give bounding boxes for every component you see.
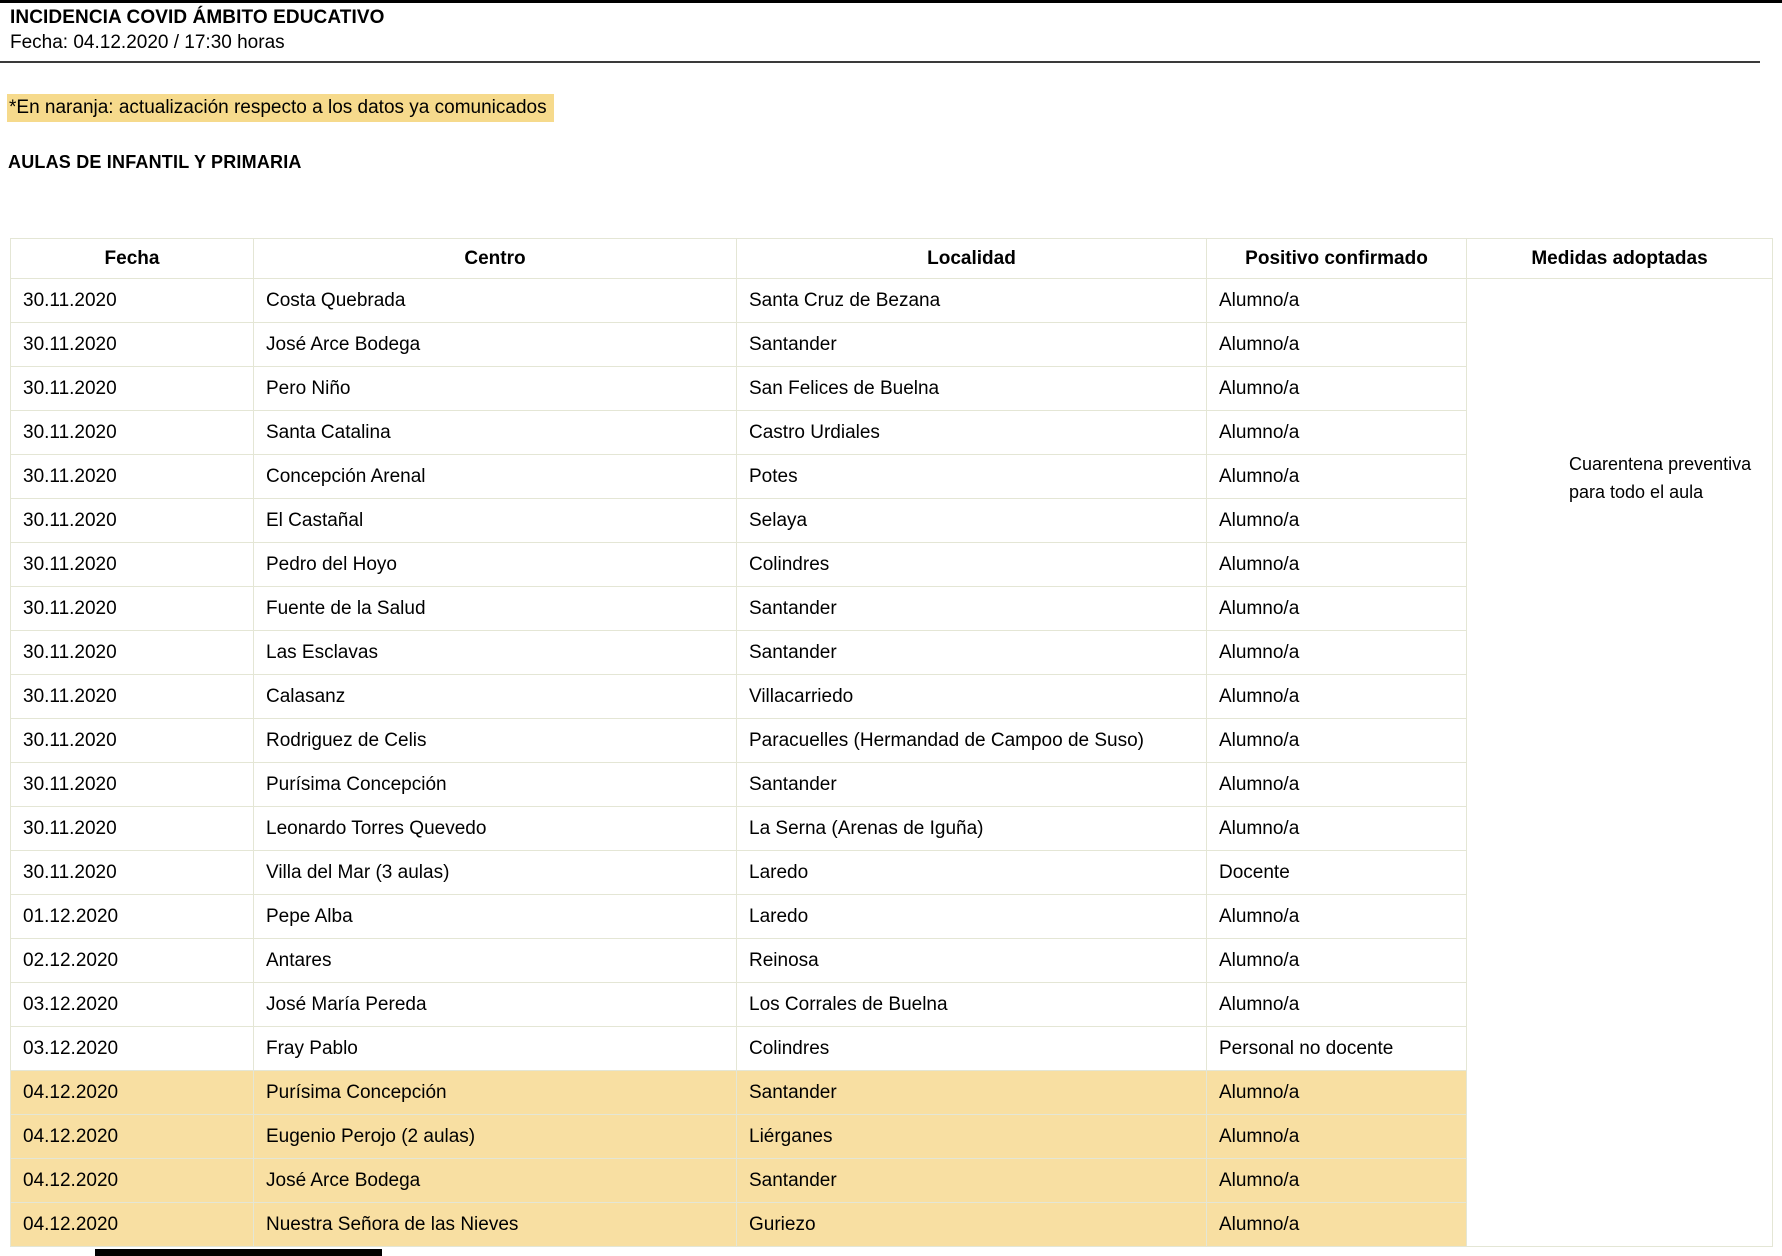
cell-fecha: 30.11.2020 xyxy=(11,807,254,851)
cell-centro: José María Pereda xyxy=(254,983,737,1027)
cell-fecha: 02.12.2020 xyxy=(11,939,254,983)
column-header-centro: Centro xyxy=(254,239,737,279)
table-body xyxy=(11,279,1773,1247)
cell-centro: Purísima Concepción xyxy=(254,763,737,807)
cell-positivo: Alumno/a xyxy=(1207,279,1467,323)
cell-localidad: Santander xyxy=(737,631,1207,675)
header-divider xyxy=(0,61,1760,63)
cell-positivo: Personal no docente xyxy=(1207,1027,1467,1071)
cell-localidad: Villacarriedo xyxy=(737,675,1207,719)
medidas-text: Cuarentena preventiva para todo el aula xyxy=(1569,454,1752,502)
cell-positivo: Alumno/a xyxy=(1207,983,1467,1027)
cell-localidad: Santander xyxy=(737,323,1207,367)
cell-fecha: 30.11.2020 xyxy=(11,279,254,323)
column-header-medidas: Medidas adoptadas xyxy=(1467,239,1773,279)
cell-localidad: Potes xyxy=(737,455,1207,499)
cell-localidad: Selaya xyxy=(737,499,1207,543)
cell-positivo: Alumno/a xyxy=(1207,455,1467,499)
cell-localidad: Colindres xyxy=(737,543,1207,587)
cell-positivo: Alumno/a xyxy=(1207,895,1467,939)
cell-fecha: 30.11.2020 xyxy=(11,763,254,807)
highlighted-note: *En naranja: actualización respecto a los datos ya comunicados xyxy=(7,94,554,122)
cell-fecha: 30.11.2020 xyxy=(11,675,254,719)
cell-positivo: Alumno/a xyxy=(1207,323,1467,367)
cell-centro: Leonardo Torres Quevedo xyxy=(254,807,737,851)
cell-positivo: Alumno/a xyxy=(1207,1071,1467,1115)
cell-centro: Villa del Mar (3 aulas) xyxy=(254,851,737,895)
cell-fecha: 04.12.2020 xyxy=(11,1159,254,1203)
cell-positivo: Alumno/a xyxy=(1207,675,1467,719)
cell-positivo: Alumno/a xyxy=(1207,499,1467,543)
column-header-localidad: Localidad xyxy=(737,239,1207,279)
cell-localidad: Santander xyxy=(737,1159,1207,1203)
incidence-table xyxy=(10,238,1773,1247)
page-title: INCIDENCIA COVID ÁMBITO EDUCATIVO xyxy=(10,7,385,28)
cell-localidad: Laredo xyxy=(737,851,1207,895)
cell-fecha: 01.12.2020 xyxy=(11,895,254,939)
cell-fecha: 30.11.2020 xyxy=(11,323,254,367)
cell-fecha: 03.12.2020 xyxy=(11,983,254,1027)
cell-localidad: Santa Cruz de Bezana xyxy=(737,279,1207,323)
cell-localidad: Laredo xyxy=(737,895,1207,939)
cell-fecha: 30.11.2020 xyxy=(11,719,254,763)
cell-positivo: Alumno/a xyxy=(1207,1203,1467,1247)
cell-centro: Santa Catalina xyxy=(254,411,737,455)
cell-fecha: 03.12.2020 xyxy=(11,1027,254,1071)
cell-centro: José Arce Bodega xyxy=(254,1159,737,1203)
cell-fecha: 30.11.2020 xyxy=(11,543,254,587)
cell-positivo: Alumno/a xyxy=(1207,719,1467,763)
cell-fecha: 04.12.2020 xyxy=(11,1071,254,1115)
cell-centro: Fuente de la Salud xyxy=(254,587,737,631)
cell-localidad: San Felices de Buelna xyxy=(737,367,1207,411)
cell-localidad: Castro Urdiales xyxy=(737,411,1207,455)
cell-localidad: Reinosa xyxy=(737,939,1207,983)
bottom-page-cutoff-bar xyxy=(95,1249,382,1256)
cell-localidad: Colindres xyxy=(737,1027,1207,1071)
cell-positivo: Alumno/a xyxy=(1207,939,1467,983)
table-header-row xyxy=(11,239,1773,279)
cell-localidad: Santander xyxy=(737,763,1207,807)
cell-centro: Calasanz xyxy=(254,675,737,719)
cell-localidad: La Serna (Arenas de Iguña) xyxy=(737,807,1207,851)
cell-fecha: 30.11.2020 xyxy=(11,499,254,543)
cell-localidad: Liérganes xyxy=(737,1115,1207,1159)
cell-fecha: 30.11.2020 xyxy=(11,411,254,455)
cell-fecha: 30.11.2020 xyxy=(11,851,254,895)
cell-fecha: 30.11.2020 xyxy=(11,455,254,499)
cell-centro: Purísima Concepción xyxy=(254,1071,737,1115)
cell-centro: Costa Quebrada xyxy=(254,279,737,323)
cell-centro: Pero Niño xyxy=(254,367,737,411)
cell-centro: El Castañal xyxy=(254,499,737,543)
cell-positivo: Alumno/a xyxy=(1207,367,1467,411)
cell-centro: José Arce Bodega xyxy=(254,323,737,367)
table-header xyxy=(11,239,1773,279)
cell-centro: Nuestra Señora de las Nieves xyxy=(254,1203,737,1247)
cell-fecha: 30.11.2020 xyxy=(11,631,254,675)
section-heading: AULAS DE INFANTIL Y PRIMARIA xyxy=(8,152,302,172)
cell-fecha: 04.12.2020 xyxy=(11,1203,254,1247)
cell-positivo: Alumno/a xyxy=(1207,543,1467,587)
page-top-border xyxy=(0,0,1782,3)
cell-centro: Rodriguez de Celis xyxy=(254,719,737,763)
cell-positivo: Alumno/a xyxy=(1207,587,1467,631)
cell-fecha: 30.11.2020 xyxy=(11,367,254,411)
table-row xyxy=(11,279,1773,323)
cell-centro: Las Esclavas xyxy=(254,631,737,675)
column-header-fecha: Fecha xyxy=(11,239,254,279)
cell-localidad: Guriezo xyxy=(737,1203,1207,1247)
cell-localidad: Los Corrales de Buelna xyxy=(737,983,1207,1027)
cell-positivo: Alumno/a xyxy=(1207,763,1467,807)
cell-fecha: 30.11.2020 xyxy=(11,587,254,631)
document-date: Fecha: 04.12.2020 / 17:30 horas xyxy=(10,32,285,53)
cell-localidad: Paracuelles (Hermandad de Campoo de Suso) xyxy=(737,719,1207,763)
cell-centro: Antares xyxy=(254,939,737,983)
cell-positivo: Alumno/a xyxy=(1207,807,1467,851)
cell-centro: Eugenio Perojo (2 aulas) xyxy=(254,1115,737,1159)
cell-positivo: Alumno/a xyxy=(1207,631,1467,675)
cell-localidad: Santander xyxy=(737,587,1207,631)
cell-positivo: Docente xyxy=(1207,851,1467,895)
column-header-positivo: Positivo confirmado xyxy=(1207,239,1467,279)
cell-medidas-merged xyxy=(1467,279,1773,1247)
cell-positivo: Alumno/a xyxy=(1207,1159,1467,1203)
cell-fecha: 04.12.2020 xyxy=(11,1115,254,1159)
cell-centro: Pepe Alba xyxy=(254,895,737,939)
cell-centro: Fray Pablo xyxy=(254,1027,737,1071)
cell-centro: Pedro del Hoyo xyxy=(254,543,737,587)
cell-positivo: Alumno/a xyxy=(1207,411,1467,455)
cell-centro: Concepción Arenal xyxy=(254,455,737,499)
cell-positivo: Alumno/a xyxy=(1207,1115,1467,1159)
cell-localidad: Santander xyxy=(737,1071,1207,1115)
